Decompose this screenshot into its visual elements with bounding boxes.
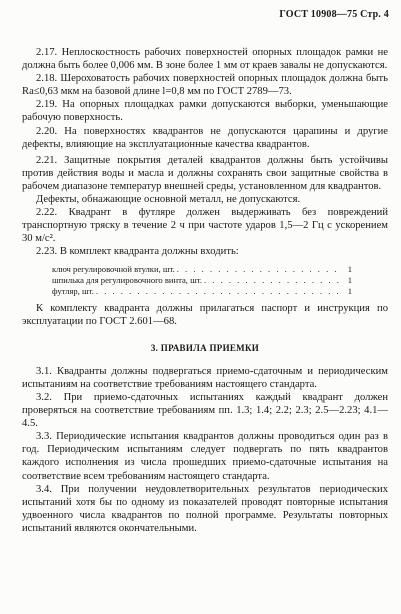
kit-item-label: ключ регулировочной втулки, шт.	[52, 263, 175, 274]
kit-item	[52, 275, 352, 286]
kit-list	[52, 264, 352, 297]
paragraph-2-18: 2.18. Шероховатость рабочих поверхностей опорных площадок должна быть Ra≤0,63 мкм на базовой длине l=0,8 мм по ГОСТ 2789—73.	[22, 73, 388, 98]
paragraph-3-2: 3.2. При приемо-сдаточных испытаниях каждый квадрант должен проверяться на соответствие требованиям пп. 1.3; 1.4; 2.2; 2.3; 2.5—2.23; 4.1—4.5.	[22, 391, 388, 430]
section-title: 3. ПРАВИЛА ПРИЕМКИ	[150, 342, 260, 353]
paragraph-3-3: 3.3. Периодические испытания квадрантов должны проводиться один раз в год. Периодическим испытаниям следует подвергать по пять квадрантов каждого исполнения из числа прошедших приемо-сдаточные испытания на соответствие всем требованиям настоящего стандарта.	[22, 431, 388, 482]
paragraph-2-20: 2.20. На поверхностях квадрантов не допускаются царапины и другие дефекты, влияющие на эксплуатационные качества квадрантов.	[22, 125, 388, 150]
kit-item-qty: 1	[347, 285, 352, 296]
kit-item-label: футляр, шт.	[52, 285, 94, 296]
paragraph-3-1: 3.1. Квадранты должны подвергаться приемо-сдаточным и периодическим испытаниям на соответствие требованиям настоящего стандарта.	[22, 365, 388, 390]
paragraph-2-23: 2.23. В комплект квадранта должны входить:	[36, 246, 239, 258]
kit-item-label: шпилька для регулировочного винта, шт.	[52, 274, 202, 285]
document-body	[22, 46, 388, 535]
paragraph-defects: Дефекты, обнажающие основной металл, не допускаются.	[36, 194, 301, 206]
kit-item-qty: 1	[347, 274, 352, 285]
page-header: ГОСТ 10908—75 Стр. 4	[279, 9, 389, 20]
paragraph-documentation: К комплекту квадранта должны прилагаться паспорт и инструкция по эксплуатации по ГОСТ 2.601—68.	[22, 302, 388, 327]
paragraph-2-22: 2.22. Квадрант в футляре должен выдерживать без повреждений транспортную тряску в течение 2 ч при частоте ударов 1,5—2 Гц с ускорением 30 м/с².	[22, 207, 388, 245]
paragraph-2-17: 2.17. Неплоскостность рабочих поверхностей опорных площадок рамки не должна быть более 0,006 мм. В зоне более 1 мм от краев завалы не допускаются.	[22, 47, 388, 72]
kit-item	[52, 286, 352, 297]
kit-item-qty: 1	[347, 263, 352, 274]
paragraph-2-21: 2.21. Защитные покрытия деталей квадрантов должны быть устойчивы против действия воды и масла и должны сохранять свои защитные свойства в рабочем диапазоне температур внешней среды, установленном для квадрантов.	[22, 154, 388, 192]
kit-item	[52, 264, 352, 275]
paragraph-2-19: 2.19. На опорных площадках рамки допускаются выборки, уменьшающие рабочую поверхность.	[22, 99, 388, 124]
paragraph-3-4: 3.4. При получении неудовлетворительных результатов периодических испытаний хотя бы по одному из показателей проводят повторные испытания удвоенного числа квадрантов по полной программе. Результаты повторных испытаний являются окончательными.	[22, 483, 388, 534]
